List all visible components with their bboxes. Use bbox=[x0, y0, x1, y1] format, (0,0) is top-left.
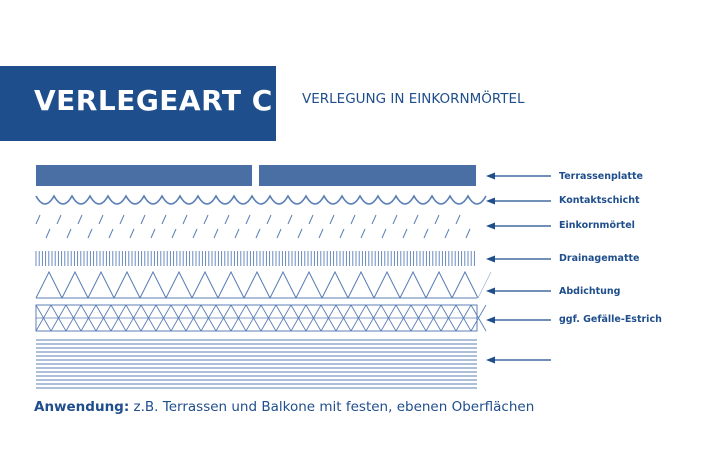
label-einkornmoertel: Einkornmörtel bbox=[559, 220, 635, 231]
mortar-dash bbox=[393, 215, 397, 224]
caption-text: z.B. Terrassen und Balkone mit festen, ebenen Oberflächen bbox=[129, 399, 535, 415]
arrow-head bbox=[486, 317, 495, 324]
label-kontaktschicht: Kontaktschicht bbox=[559, 195, 640, 206]
arrow-head bbox=[486, 288, 495, 295]
caption bbox=[34, 399, 534, 415]
mortar-dash bbox=[46, 229, 50, 238]
mortar-dash bbox=[225, 215, 229, 224]
mortar-dash bbox=[298, 229, 302, 238]
layer-kontaktschicht bbox=[36, 196, 486, 204]
mortar-dash bbox=[445, 229, 449, 238]
mortar-dash bbox=[466, 229, 470, 238]
mortar-dash bbox=[330, 215, 334, 224]
arrow-head bbox=[486, 357, 495, 364]
layer-gefaelle-estrich bbox=[36, 305, 486, 331]
mortar-dash bbox=[319, 229, 323, 238]
mortar-dash bbox=[351, 215, 355, 224]
mortar-dash bbox=[277, 229, 281, 238]
label-gefaelle-estrich: ggf. Gefälle-Estrich bbox=[559, 314, 662, 325]
mortar-dash bbox=[141, 215, 145, 224]
mortar-dash bbox=[109, 229, 113, 238]
mortar-dash bbox=[246, 215, 250, 224]
layer-einkornmoertel bbox=[36, 215, 470, 238]
page-title: VERLEGEART C bbox=[34, 84, 273, 117]
mortar-dash bbox=[172, 229, 176, 238]
mortar-dash bbox=[267, 215, 271, 224]
mortar-dash bbox=[162, 215, 166, 224]
mortar-dash bbox=[214, 229, 218, 238]
mortar-dash bbox=[130, 229, 134, 238]
layer-drainagematte bbox=[36, 251, 474, 266]
mortar-dash bbox=[151, 229, 155, 238]
page-subtitle: VERLEGUNG IN EINKORNMÖRTEL bbox=[302, 91, 525, 107]
mortar-dash bbox=[78, 215, 82, 224]
mortar-dash bbox=[120, 215, 124, 224]
mortar-dash bbox=[382, 229, 386, 238]
tile-right bbox=[259, 165, 476, 186]
mortar-dash bbox=[99, 215, 103, 224]
mortar-dash bbox=[36, 215, 40, 224]
mortar-dash bbox=[88, 229, 92, 238]
mortar-dash bbox=[288, 215, 292, 224]
label-terrassenplatte: Terrassenplatte bbox=[559, 171, 643, 182]
mortar-dash bbox=[67, 229, 71, 238]
caption-lead: Anwendung: bbox=[34, 399, 130, 415]
layer-untergrund bbox=[36, 340, 477, 388]
label-abdichtung: Abdichtung bbox=[559, 286, 621, 297]
mortar-dash bbox=[57, 215, 61, 224]
mortar-dash bbox=[235, 229, 239, 238]
mortar-dash bbox=[403, 229, 407, 238]
mortar-dash bbox=[372, 215, 376, 224]
arrow-head bbox=[486, 173, 495, 180]
mortar-dash bbox=[204, 215, 208, 224]
tile-left bbox=[36, 165, 252, 186]
mortar-dash bbox=[183, 215, 187, 224]
mortar-dash bbox=[361, 229, 365, 238]
arrow-head bbox=[486, 198, 495, 205]
mortar-dash bbox=[414, 215, 418, 224]
seal-inner bbox=[49, 272, 491, 298]
mortar-dash bbox=[256, 229, 260, 238]
arrow-head bbox=[486, 256, 495, 263]
seal-triangles bbox=[36, 272, 478, 298]
arrows bbox=[486, 173, 551, 364]
layer-terrassenplatte bbox=[36, 165, 476, 186]
mortar-dash bbox=[309, 215, 313, 224]
mortar-dash bbox=[435, 215, 439, 224]
label-drainagematte: Drainagematte bbox=[559, 253, 640, 264]
layer-abdichtung bbox=[36, 272, 491, 298]
mortar-dash bbox=[424, 229, 428, 238]
mortar-dash bbox=[193, 229, 197, 238]
wave-line bbox=[36, 196, 486, 204]
arrow-head bbox=[486, 223, 495, 230]
mortar-dash bbox=[456, 215, 460, 224]
mortar-dash bbox=[340, 229, 344, 238]
